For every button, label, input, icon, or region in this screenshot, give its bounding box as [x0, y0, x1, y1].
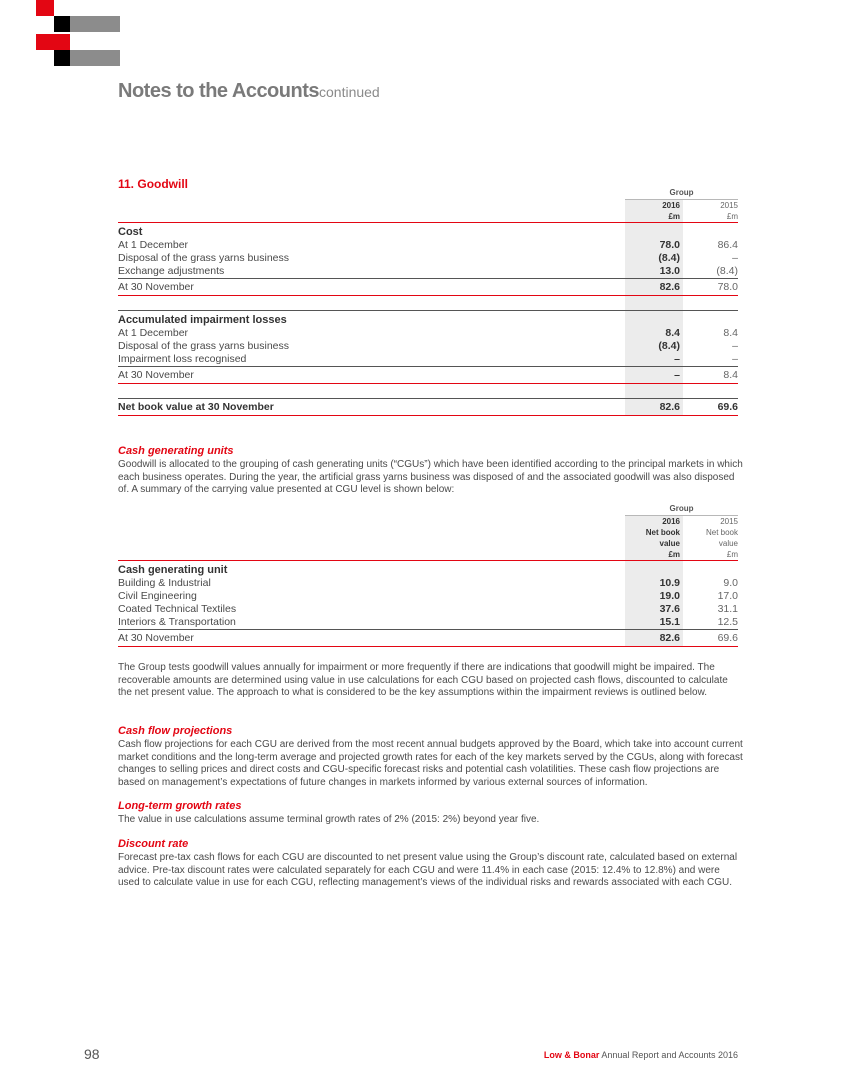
cgu-total-row [118, 630, 738, 647]
value-2015: 86.4 [717, 239, 738, 251]
value-2016: 82.6 [625, 630, 683, 647]
brand-logo-graphic [0, 0, 130, 70]
cgu-table [118, 502, 738, 647]
col-2015-line: 2015 [720, 517, 738, 526]
col-2015-unit: £m [683, 211, 738, 223]
row-label: Disposal of the grass yarns business [118, 340, 289, 352]
value-2016: 13.0 [625, 265, 683, 279]
value-2016: – [625, 353, 683, 367]
row-label: Net book value at 30 November [118, 399, 625, 416]
col-2016-unit: £m [625, 211, 683, 223]
value-2015: 78.0 [683, 279, 738, 296]
group-label: Group [625, 502, 738, 516]
cost-heading: Cost [118, 226, 143, 238]
table-row [118, 603, 738, 616]
table-row [118, 590, 738, 603]
col-2015-line: Net book [705, 528, 738, 537]
row-label: At 30 November [118, 279, 625, 296]
growth-rates-heading: Long-term growth rates [118, 800, 242, 812]
value-2015: – [732, 252, 738, 264]
row-label: Interiors & Transportation [118, 616, 236, 628]
value-2016: 82.6 [625, 399, 683, 416]
cgu-table-heading: Cash generating unit [118, 564, 228, 576]
col-2016-line: £m [625, 549, 683, 561]
growth-rates-paragraph: The value in use calculations assume terminal growth rates of 2% (2015: 2%) beyond year five. [118, 814, 540, 825]
goodwill-section-title: 11. Goodwill [118, 177, 189, 191]
value-2015: 8.4 [723, 327, 738, 339]
cash-flow-heading: Cash flow projections [118, 725, 233, 737]
page-title-text: Notes to the Accounts [118, 80, 319, 102]
table-row [118, 340, 738, 353]
table-row [118, 327, 738, 340]
value-2015: 9.0 [723, 577, 738, 589]
footer-text: Annual Report and Accounts 2016 [599, 1050, 738, 1060]
cash-flow-paragraph: Cash flow projections for each CGU are derived from the most recent annual budgets approved by the Board, which take into account current market conditions and the long-term average and projected growth rates for each of the key markets served by the CGUs, along with forecast changes to selling prices and direct costs and CGU-specific forecast risks and potential cash volatilities. These cash flow projections are based on management’s expectations of future changes in markets informed by various external sources of information. [118, 739, 743, 788]
goodwill-table [118, 186, 738, 416]
value-2015: 8.4 [683, 367, 738, 384]
table-row [118, 616, 738, 630]
value-2016: 82.6 [625, 279, 683, 296]
col-2016-year: 2016 [625, 200, 683, 212]
discount-rate-paragraph: Forecast pre-tax cash flows for each CGU are discounted to net present value using the Group’s discount rate, calculated based on external advice. Pre-tax discount rates were calculated separately for each CGU and were 11.4% in each case (2015: 12.4% to 12.8%) and were used to calculate value in use for each CGU, reflecting management’s views of the individual risks and rewards associated with each CGU. [118, 852, 738, 888]
row-label: At 1 December [118, 239, 189, 251]
col-2016-line: 2016 [625, 516, 683, 528]
value-2016: 8.4 [625, 327, 683, 340]
row-label: At 30 November [118, 367, 625, 384]
row-label: Building & Industrial [118, 577, 211, 589]
row-label: Impairment loss recognised [118, 353, 247, 365]
cost-total-row [118, 279, 738, 296]
col-2015-line: value [718, 539, 738, 548]
value-2016: 19.0 [625, 590, 683, 603]
row-label: Coated Technical Textiles [118, 603, 237, 615]
value-2015: 69.6 [683, 630, 738, 647]
impairment-heading: Accumulated impairment losses [118, 311, 625, 328]
footer-brand: Low & Bonar [543, 1050, 600, 1060]
value-2015: 31.1 [717, 603, 738, 615]
table-row [118, 353, 738, 367]
cgu-heading: Cash generating units [118, 445, 234, 457]
cgu-intro-paragraph: Goodwill is allocated to the grouping of cash generating units (“CGUs”) which have been identified according to the principal markets in which each business operates. During the year, the artificial grass yarns business was disposed of and the associated goodwill was also disposed of. A summary of the carrying value presented at CGU level is shown below: [118, 459, 743, 495]
value-2015: 17.0 [717, 590, 738, 602]
group-label: Group [625, 186, 738, 200]
impairment-testing-paragraph: The Group tests goodwill values annually for impairment or more frequently if there are indications that goodwill might be impaired. The recoverable amounts are determined using value in use calculations for each CGU based on projected cash flows, discounted to calculate the net present value. The approach to what is considered to be the key assumptions within the impairment reviews is outlined below. [118, 662, 728, 698]
impairment-total-row [118, 367, 738, 384]
col-2016-line: value [625, 538, 683, 549]
row-label: Exchange adjustments [118, 265, 225, 277]
value-2015: – [732, 353, 738, 365]
row-label: Civil Engineering [118, 590, 197, 602]
value-2015: 69.6 [683, 399, 738, 416]
page-title-suffix: continued [319, 84, 380, 100]
col-2016-line: Net book [625, 527, 683, 538]
value-2015: – [732, 340, 738, 352]
value-2016: 78.0 [625, 239, 683, 252]
page-number: 98 [84, 1046, 100, 1062]
col-2015-line: £m [683, 549, 738, 561]
value-2016: – [625, 367, 683, 384]
table-row [118, 265, 738, 279]
value-2016: (8.4) [625, 252, 683, 265]
footer-publication [544, 1050, 738, 1060]
row-label: Disposal of the grass yarns business [118, 252, 289, 264]
row-label: At 1 December [118, 327, 189, 339]
value-2016: (8.4) [625, 340, 683, 353]
value-2016: 15.1 [625, 616, 683, 630]
table-row [118, 252, 738, 265]
table-row [118, 239, 738, 252]
net-book-value-row [118, 399, 738, 416]
table-row [118, 577, 738, 590]
value-2015: (8.4) [716, 265, 738, 277]
col-2015-year: 2015 [720, 201, 738, 210]
page-title [118, 80, 380, 103]
discount-rate-heading: Discount rate [118, 838, 189, 850]
value-2015: 12.5 [717, 616, 738, 628]
value-2016: 37.6 [625, 603, 683, 616]
row-label: At 30 November [118, 630, 625, 647]
value-2016: 10.9 [625, 577, 683, 590]
